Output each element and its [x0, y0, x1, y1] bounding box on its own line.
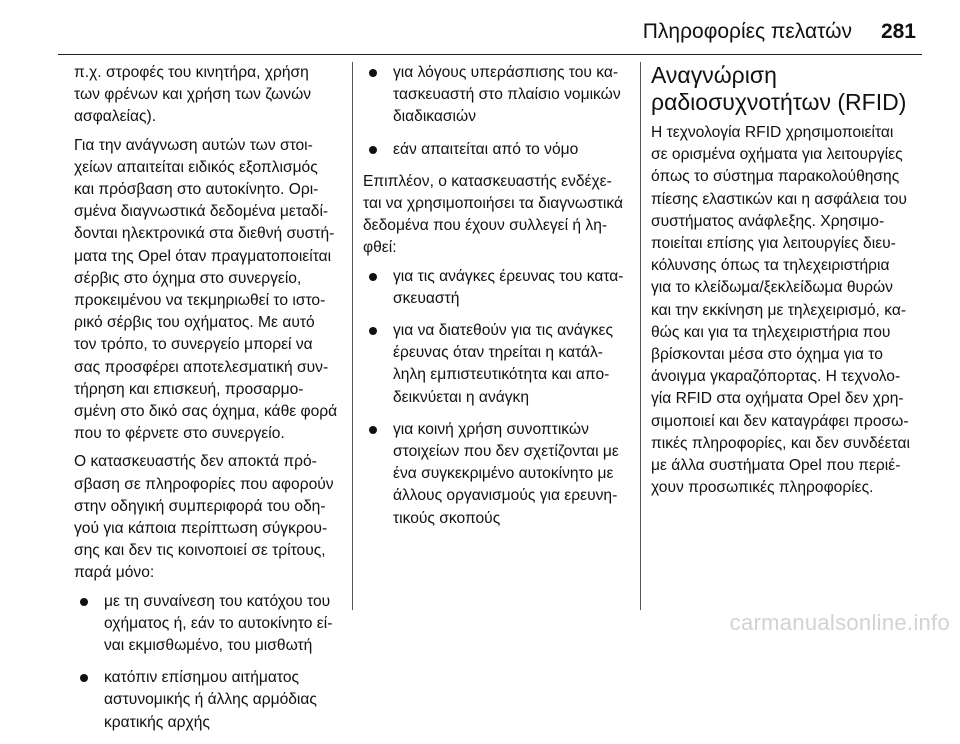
column-divider-1	[352, 62, 353, 610]
page-header	[0, 0, 960, 58]
column-3	[651, 62, 933, 505]
bullet-dot-icon	[369, 146, 377, 154]
list-item-text: για τις ανάγκες έρευνας του κατα‐ σκευαστή	[393, 267, 624, 307]
paragraph-rfid: Η τεχνολογία RFID χρησιμοποιείται σε ορισμένα οχήματα για λειτουργίες όπως το σύστημα παρακολούθησης πίεσης ελαστικών και η ασφάλεια του συστήματος ανάφλεξης. Χρησιμο‐ ποιείται επίσης για λειτουργίες διευ‐ κόλυνσης όπως τα τηλεχειριστήρια για το κλείδωμα/ξεκλείδωμα θυρών και την εκκίνηση με τηλεχειρισμό, κα‐ θώς και για τα τηλεχειριστήρια που βρίσκονται μέσα στο όχημα για το άνοιγμα γκαραζόπορτας. Η τεχνολο‐ γία RFID στα οχήματα Opel δεν χρη‐ σιμοποιεί και δεν καταγράφει προσω‐ πικές πληροφορίες, και δεν συνδέεται με άλλα συστήματα Opel που περιέ‐ χουν προσωπικές πληροφορίες.	[651, 124, 910, 497]
bullet-dot-icon	[369, 69, 377, 77]
list-item	[363, 266, 635, 310]
bullet-list-research	[363, 266, 635, 530]
paragraph-diagnostic-use: Επιπλέον, ο κατασκευαστής ενδέχε‐ ται να χρησιμοποιήσει τα διαγνωστικά δεδομένα που έχουν συλλεγεί ή λη‐ φθεί:	[363, 172, 623, 257]
bullet-dot-icon	[369, 327, 377, 335]
bullet-dot-icon	[80, 674, 88, 682]
page-title: Πληροφορίες πελατών	[642, 20, 852, 43]
list-item-text: εάν απαιτείται από το νόμο	[393, 140, 579, 158]
bullet-dot-icon	[369, 426, 377, 434]
bullet-list-disclosure	[74, 591, 346, 734]
page-number: 281	[880, 20, 916, 43]
paragraph-diagnostic-examples: π.χ. στροφές του κινητήρα, χρήση των φρένων και χρήση των ζωνών ασφαλείας).	[74, 64, 312, 126]
paragraph-manufacturer-access: Ο κατασκευαστής δεν αποκτά πρό‐ σβαση σε πληροφορίες που αφορούν στην οδηγική συμπεριφορά του οδη‐ γού για κάποια περίπτωση σύγκρου‐ σης και δεν τις κοινοποιεί σε τρίτους, παρά μόνο:	[74, 453, 334, 582]
header-rule	[58, 54, 922, 55]
paragraph-diagnostic-access: Για την ανάγνωση αυτών των στοι‐ χείων απαιτείται ειδικός εξοπλισμός και πρόσβαση στο αυτοκίνητο. Ορι‐ σμένα διαγνωστικά δεδομένα μεταδί‐ δονται ηλεκτρονικά στα διεθνή συστή‐ ματα της Opel όταν πραγματοποιείται σέρβις στο όχημα στο συνεργείο, προκειμένου να τεκμηριωθεί το ιστο‐ ρικό σέρβις του οχήματος. Με αυτό τον τρόπο, το συνεργείο μπορεί να σας προσφέρει αποτελεσματική συν‐ τήρηση και επισκευή, προσαρμο‐ σμένη στο δικό σας όχημα, κάθε φορά που το φέρνετε στο συνεργείο.	[74, 136, 338, 443]
list-item-text: για λόγους υπεράσπισης του κα‐ τασκευαστή στο πλαίσιο νομικών διαδικασιών	[393, 64, 621, 126]
list-item	[363, 320, 635, 409]
watermark: carmanualsonline.info	[729, 610, 950, 635]
list-item-text: για να διατεθούν για τις ανάγκες έρευνας όταν τηρείται η κατάλ‐ ληλη εμπιστευτικότητα και απο‐ δεικνύεται η ανάγκη	[393, 322, 613, 406]
column-divider-2	[640, 62, 641, 610]
list-item-text: με τη συναίνεση του κατόχου του οχήματος ή, εάν το αυτοκίνητο εί‐ ναι εκμισθωμένο, του μισθωτή	[104, 592, 333, 655]
section-heading-rfid: Αναγνώριση ραδιοσυχνοτήτων (RFID)	[651, 62, 907, 115]
bullet-dot-icon	[80, 598, 88, 606]
list-item	[74, 667, 346, 734]
column-2	[363, 62, 635, 540]
list-item	[74, 591, 346, 658]
list-item	[363, 419, 635, 530]
list-item	[363, 62, 635, 129]
list-item-text: κατόπιν επίσημου αιτήματος αστυνομικής ή άλλης αρμόδιας κρατικής αρχής	[104, 669, 317, 731]
bullet-list-legal	[363, 62, 635, 161]
list-item-text: για κοινή χρήση συνοπτικών στοιχείων που δεν σχετίζονται με ένα συγκεκριμένο αυτοκίνητο με άλλους οργανισμούς για ερευνη‐ τικούς σκοπούς	[393, 420, 619, 527]
bullet-dot-icon	[369, 273, 377, 281]
list-item	[363, 139, 635, 161]
